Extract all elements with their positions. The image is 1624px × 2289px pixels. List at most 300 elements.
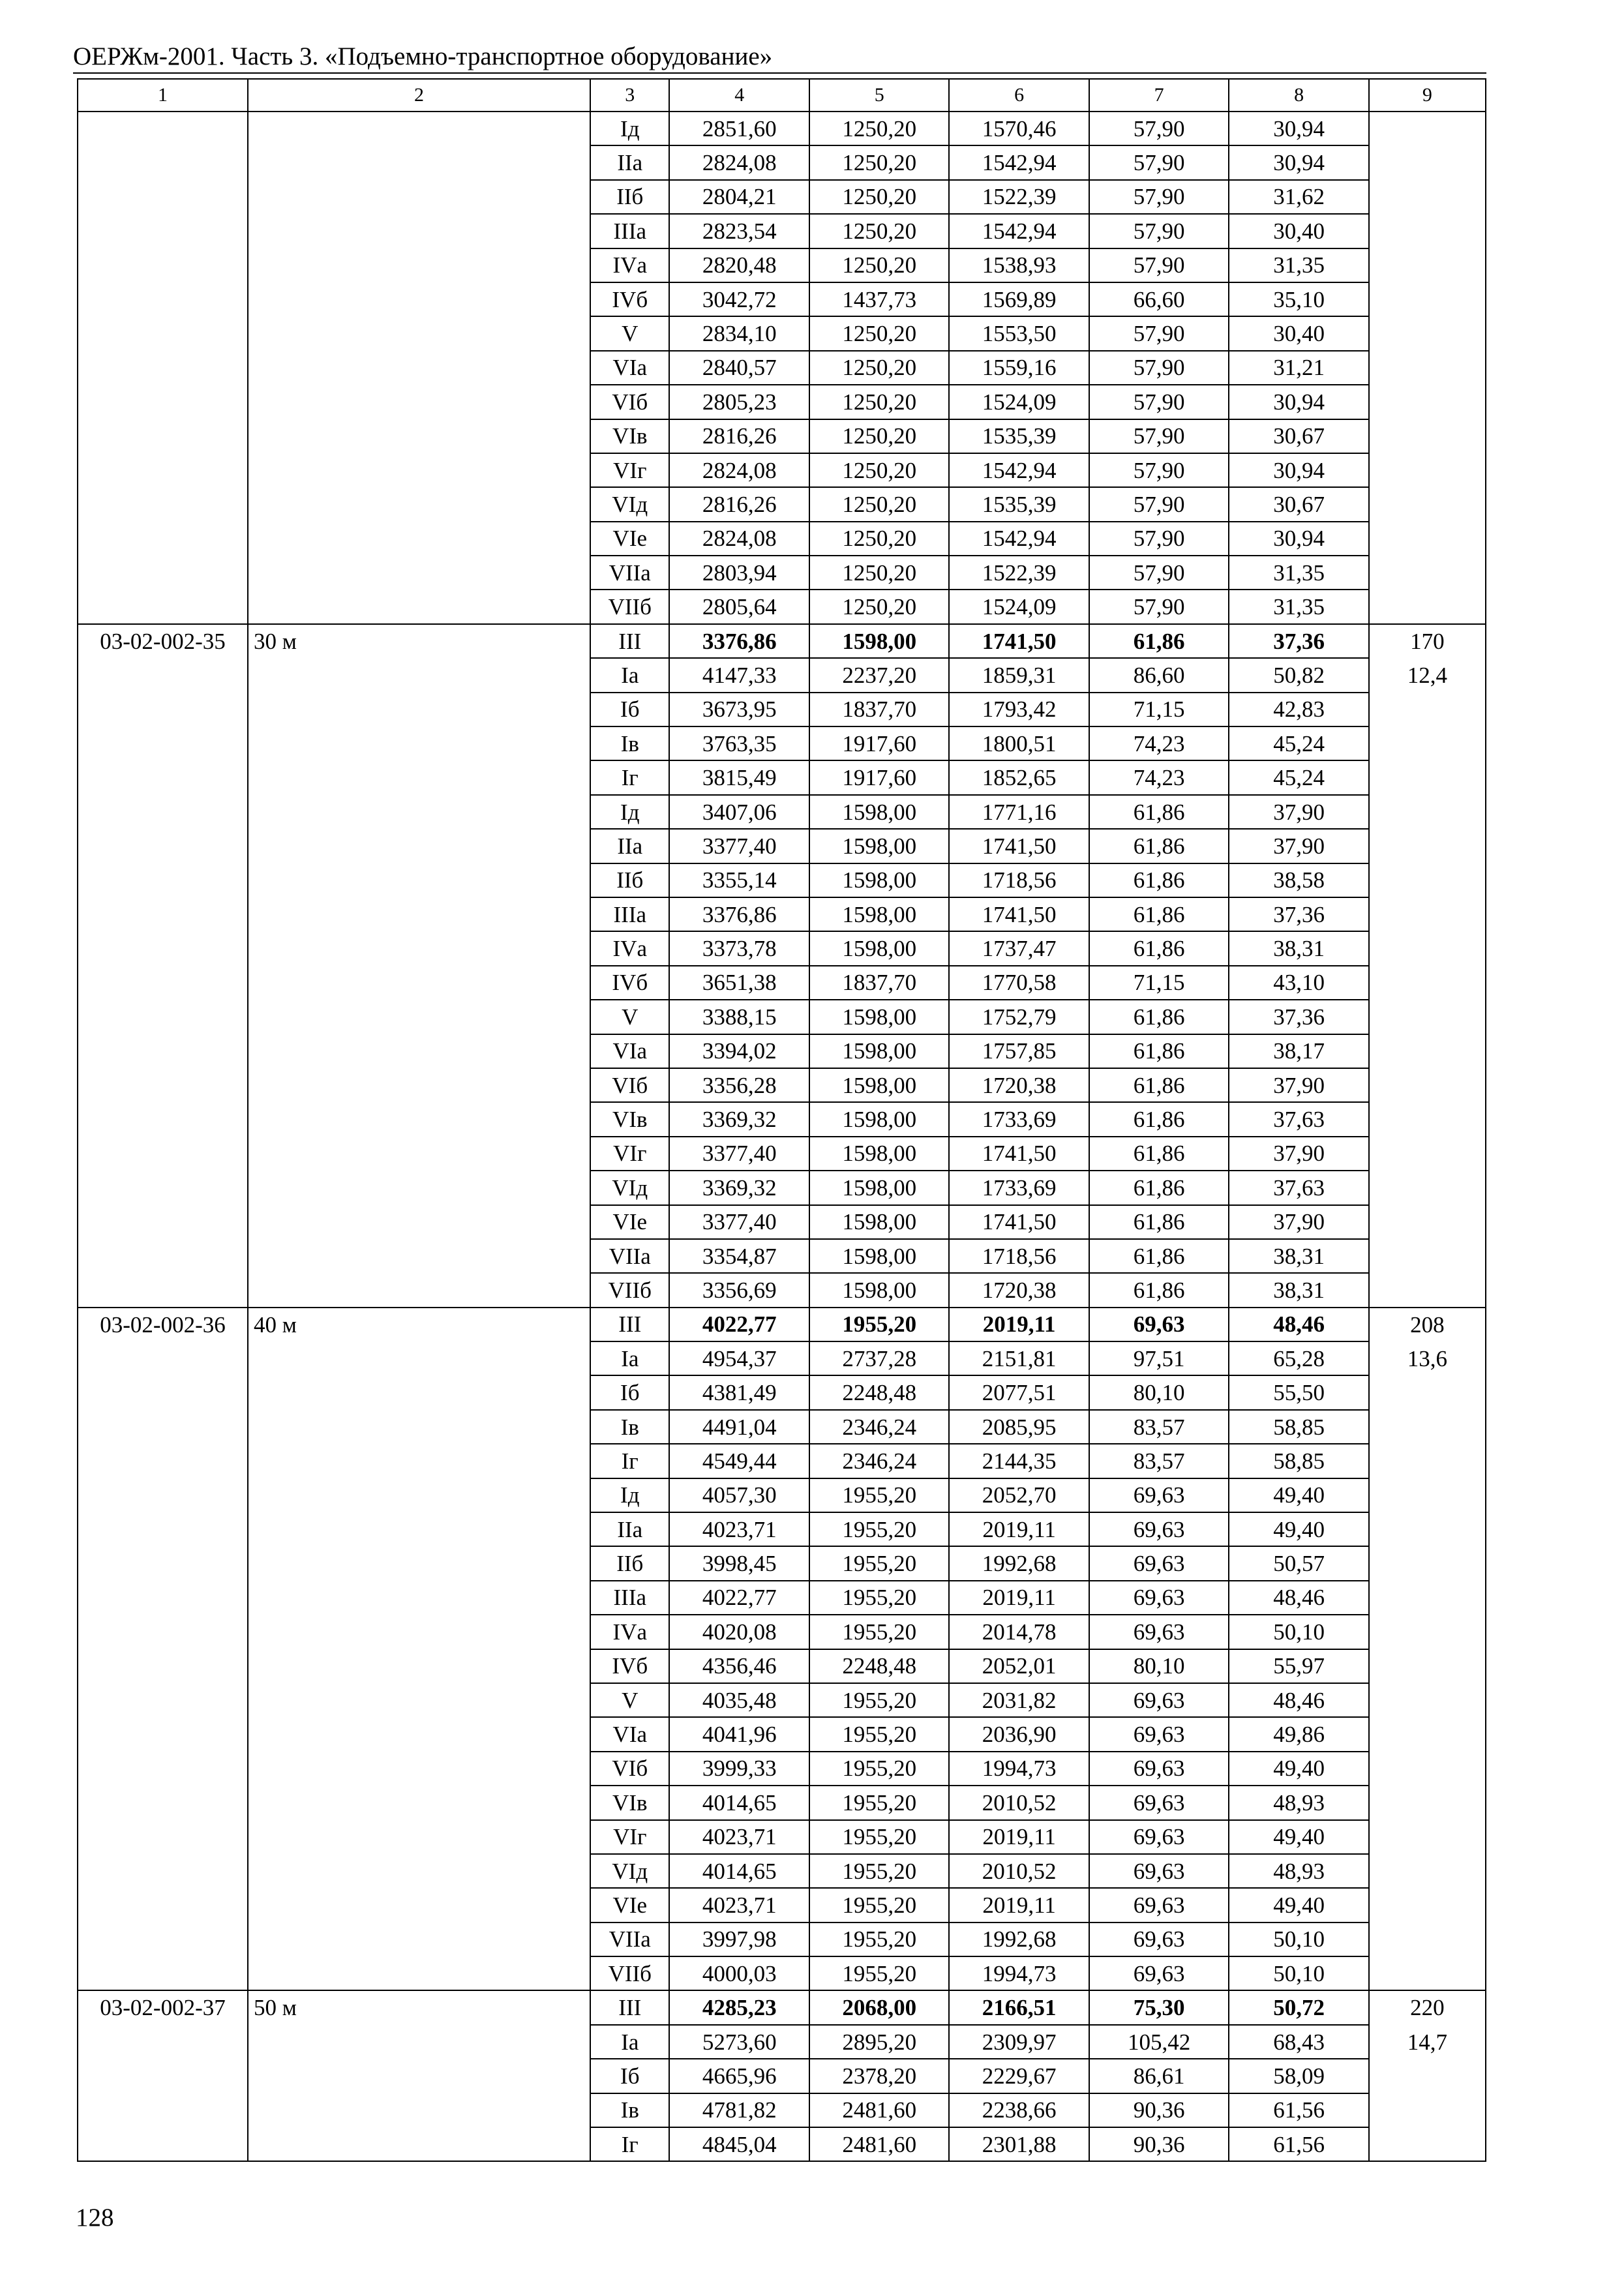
zone-cell: Iг bbox=[590, 1444, 669, 1478]
value-cell: 90,36 bbox=[1089, 2093, 1229, 2127]
rate-name-cell: 50 м bbox=[248, 1990, 590, 2161]
value-cell: 4781,82 bbox=[669, 2093, 809, 2127]
zone-cell: Iа bbox=[590, 658, 669, 692]
value-cell: 2144,35 bbox=[949, 1444, 1089, 1478]
zone-cell: IIа bbox=[590, 1512, 669, 1546]
value-cell: 4041,96 bbox=[669, 1717, 809, 1751]
value-cell: 4549,44 bbox=[669, 1444, 809, 1478]
value-cell: 1542,94 bbox=[949, 214, 1089, 248]
value-cell: 61,86 bbox=[1089, 931, 1229, 965]
value-cell: 97,51 bbox=[1089, 1341, 1229, 1375]
value-cell: 37,90 bbox=[1229, 829, 1368, 863]
value-cell: 2309,97 bbox=[949, 2025, 1089, 2059]
value-cell: 2019,11 bbox=[949, 1888, 1089, 1922]
zone-cell: IVб bbox=[590, 966, 669, 1000]
value-cell: 1598,00 bbox=[809, 829, 949, 863]
value-cell: 71,15 bbox=[1089, 966, 1229, 1000]
value-cell: 1559,16 bbox=[949, 351, 1089, 385]
value-cell: 4035,48 bbox=[669, 1683, 809, 1717]
zone-cell: IIIа bbox=[590, 1581, 669, 1615]
value-cell: 4057,30 bbox=[669, 1478, 809, 1512]
value-cell: 1955,20 bbox=[809, 1854, 949, 1888]
value-cell: 57,90 bbox=[1089, 214, 1229, 248]
value-cell: 30,94 bbox=[1229, 112, 1368, 145]
value-cell: 1569,89 bbox=[949, 282, 1089, 316]
value-cell: 1598,00 bbox=[809, 1205, 949, 1239]
value-cell: 75,30 bbox=[1089, 1990, 1229, 2024]
value-cell: 37,90 bbox=[1229, 795, 1368, 829]
value-cell: 61,86 bbox=[1089, 1137, 1229, 1171]
value-cell: 69,63 bbox=[1089, 1854, 1229, 1888]
value-cell: 2816,26 bbox=[669, 487, 809, 521]
value-cell: 30,94 bbox=[1229, 522, 1368, 556]
value-cell: 2166,51 bbox=[949, 1990, 1089, 2024]
zone-cell: Iв bbox=[590, 726, 669, 760]
value-cell: 30,94 bbox=[1229, 453, 1368, 487]
value-cell: 1524,09 bbox=[949, 385, 1089, 419]
value-cell: 1741,50 bbox=[949, 1205, 1089, 1239]
value-cell: 2248,48 bbox=[809, 1649, 949, 1683]
value-cell: 1598,00 bbox=[809, 624, 949, 658]
value-cell: 1955,20 bbox=[809, 1922, 949, 1956]
value-cell: 1992,68 bbox=[949, 1546, 1089, 1580]
value-cell: 1793,42 bbox=[949, 693, 1089, 726]
extra-value: 170 bbox=[1410, 628, 1445, 654]
value-cell: 2824,08 bbox=[669, 453, 809, 487]
zone-cell: VIб bbox=[590, 1068, 669, 1102]
zone-cell: Iб bbox=[590, 693, 669, 726]
value-cell: 30,40 bbox=[1229, 316, 1368, 350]
zone-cell: Iб bbox=[590, 1375, 669, 1409]
value-cell: 69,63 bbox=[1089, 1581, 1229, 1615]
value-cell: 1859,31 bbox=[949, 658, 1089, 692]
column-number: 6 bbox=[949, 79, 1089, 112]
extra-value: 13,6 bbox=[1407, 1346, 1448, 1372]
value-cell: 3369,32 bbox=[669, 1102, 809, 1136]
value-cell: 1598,00 bbox=[809, 1239, 949, 1273]
value-cell: 1852,65 bbox=[949, 760, 1089, 794]
value-cell: 1250,20 bbox=[809, 248, 949, 282]
value-cell: 49,40 bbox=[1229, 1478, 1368, 1512]
value-cell: 3394,02 bbox=[669, 1034, 809, 1068]
extra-value: 208 bbox=[1410, 1311, 1445, 1338]
value-cell: 2151,81 bbox=[949, 1341, 1089, 1375]
value-cell: 37,36 bbox=[1229, 1000, 1368, 1034]
value-cell: 1741,50 bbox=[949, 1137, 1089, 1171]
extra-cell bbox=[1369, 112, 1486, 624]
header-rule bbox=[73, 72, 1486, 74]
value-cell: 1955,20 bbox=[809, 1581, 949, 1615]
zone-cell: VIе bbox=[590, 1888, 669, 1922]
value-cell: 3355,14 bbox=[669, 863, 809, 897]
value-cell: 3377,40 bbox=[669, 829, 809, 863]
value-cell: 50,57 bbox=[1229, 1546, 1368, 1580]
value-cell: 3354,87 bbox=[669, 1239, 809, 1273]
value-cell: 2229,67 bbox=[949, 2059, 1089, 2093]
value-cell: 2019,11 bbox=[949, 1512, 1089, 1546]
column-number: 4 bbox=[669, 79, 809, 112]
value-cell: 4020,08 bbox=[669, 1615, 809, 1649]
value-cell: 1992,68 bbox=[949, 1922, 1089, 1956]
value-cell: 2238,66 bbox=[949, 2093, 1089, 2127]
value-cell: 1250,20 bbox=[809, 214, 949, 248]
value-cell: 1598,00 bbox=[809, 897, 949, 931]
zone-cell: VIе bbox=[590, 1205, 669, 1239]
value-cell: 69,63 bbox=[1089, 1786, 1229, 1819]
table-row bbox=[78, 1990, 1486, 2024]
value-cell: 3997,98 bbox=[669, 1922, 809, 1956]
value-cell: 38,17 bbox=[1229, 1034, 1368, 1068]
value-cell: 2737,28 bbox=[809, 1341, 949, 1375]
value-cell: 69,63 bbox=[1089, 1478, 1229, 1512]
value-cell: 1741,50 bbox=[949, 829, 1089, 863]
value-cell: 1598,00 bbox=[809, 795, 949, 829]
value-cell: 2085,95 bbox=[949, 1410, 1089, 1444]
value-cell: 2824,08 bbox=[669, 522, 809, 556]
value-cell: 1538,93 bbox=[949, 248, 1089, 282]
value-cell: 30,94 bbox=[1229, 385, 1368, 419]
value-cell: 30,40 bbox=[1229, 214, 1368, 248]
zone-cell: Iг bbox=[590, 2127, 669, 2161]
value-cell: 1250,20 bbox=[809, 419, 949, 453]
value-cell: 1250,20 bbox=[809, 487, 949, 521]
value-cell: 69,63 bbox=[1089, 1922, 1229, 1956]
extra-cell bbox=[1369, 1990, 1486, 2161]
column-number: 9 bbox=[1369, 79, 1486, 112]
value-cell: 49,40 bbox=[1229, 1888, 1368, 1922]
zone-cell: VIIа bbox=[590, 1239, 669, 1273]
rate-code-cell: 03-02-002-35 bbox=[78, 624, 248, 1308]
value-cell: 2019,11 bbox=[949, 1820, 1089, 1854]
value-cell: 4014,65 bbox=[669, 1786, 809, 1819]
value-cell: 1955,20 bbox=[809, 1956, 949, 1990]
value-cell: 69,63 bbox=[1089, 1888, 1229, 1922]
value-cell: 38,31 bbox=[1229, 1239, 1368, 1273]
value-cell: 4023,71 bbox=[669, 1888, 809, 1922]
page-header: ОЕРЖм-2001. Часть 3. «Подъемно-транспортное оборудование» bbox=[73, 42, 773, 70]
value-cell: 3356,28 bbox=[669, 1068, 809, 1102]
value-cell: 57,90 bbox=[1089, 522, 1229, 556]
zone-cell: III bbox=[590, 1990, 669, 2024]
value-cell: 1535,39 bbox=[949, 419, 1089, 453]
value-cell: 1250,20 bbox=[809, 590, 949, 623]
value-cell: 1250,20 bbox=[809, 522, 949, 556]
table-body bbox=[78, 79, 1486, 2161]
value-cell: 74,23 bbox=[1089, 726, 1229, 760]
value-cell: 30,67 bbox=[1229, 487, 1368, 521]
value-cell: 1598,00 bbox=[809, 1171, 949, 1204]
value-cell: 3763,35 bbox=[669, 726, 809, 760]
value-cell: 4491,04 bbox=[669, 1410, 809, 1444]
value-cell: 86,60 bbox=[1089, 658, 1229, 692]
zone-cell: III bbox=[590, 1308, 669, 1341]
value-cell: 2019,11 bbox=[949, 1308, 1089, 1341]
column-number: 8 bbox=[1229, 79, 1368, 112]
value-cell: 2019,11 bbox=[949, 1581, 1089, 1615]
value-cell: 30,67 bbox=[1229, 419, 1368, 453]
value-cell: 1542,94 bbox=[949, 522, 1089, 556]
value-cell: 31,35 bbox=[1229, 590, 1368, 623]
zone-cell: VIг bbox=[590, 453, 669, 487]
value-cell: 1955,20 bbox=[809, 1308, 949, 1341]
value-cell: 61,86 bbox=[1089, 1102, 1229, 1136]
extra-value: 14,7 bbox=[1407, 2029, 1448, 2055]
zone-cell: Iб bbox=[590, 2059, 669, 2093]
value-cell: 1837,70 bbox=[809, 966, 949, 1000]
value-cell: 1752,79 bbox=[949, 1000, 1089, 1034]
value-cell: 1542,94 bbox=[949, 145, 1089, 179]
value-cell: 69,63 bbox=[1089, 1615, 1229, 1649]
value-cell: 1598,00 bbox=[809, 1068, 949, 1102]
value-cell: 61,86 bbox=[1089, 1068, 1229, 1102]
value-cell: 69,63 bbox=[1089, 1683, 1229, 1717]
value-cell: 4022,77 bbox=[669, 1308, 809, 1341]
zone-cell: Iа bbox=[590, 2025, 669, 2059]
value-cell: 1598,00 bbox=[809, 931, 949, 965]
value-cell: 1741,50 bbox=[949, 897, 1089, 931]
zone-cell: VIIа bbox=[590, 556, 669, 590]
zone-cell: IVа bbox=[590, 248, 669, 282]
value-cell: 2816,26 bbox=[669, 419, 809, 453]
value-cell: 61,86 bbox=[1089, 829, 1229, 863]
value-cell: 3356,69 bbox=[669, 1273, 809, 1307]
value-cell: 37,90 bbox=[1229, 1068, 1368, 1102]
value-cell: 69,63 bbox=[1089, 1546, 1229, 1580]
table-row bbox=[78, 112, 1486, 145]
value-cell: 4381,49 bbox=[669, 1375, 809, 1409]
value-cell: 2823,54 bbox=[669, 214, 809, 248]
value-cell: 43,10 bbox=[1229, 966, 1368, 1000]
value-cell: 2052,70 bbox=[949, 1478, 1089, 1512]
value-cell: 66,60 bbox=[1089, 282, 1229, 316]
value-cell: 1800,51 bbox=[949, 726, 1089, 760]
value-cell: 1437,73 bbox=[809, 282, 949, 316]
value-cell: 1955,20 bbox=[809, 1546, 949, 1580]
table-row bbox=[78, 1308, 1486, 1341]
value-cell: 38,31 bbox=[1229, 931, 1368, 965]
column-number: 3 bbox=[590, 79, 669, 112]
value-cell: 4665,96 bbox=[669, 2059, 809, 2093]
zone-cell: VIб bbox=[590, 385, 669, 419]
value-cell: 57,90 bbox=[1089, 385, 1229, 419]
value-cell: 50,10 bbox=[1229, 1956, 1368, 1990]
rate-code-cell: 03-02-002-37 bbox=[78, 1990, 248, 2161]
value-cell: 31,35 bbox=[1229, 556, 1368, 590]
value-cell: 69,63 bbox=[1089, 1956, 1229, 1990]
zone-cell: VIа bbox=[590, 351, 669, 385]
value-cell: 1598,00 bbox=[809, 1000, 949, 1034]
zone-cell: V bbox=[590, 316, 669, 350]
value-cell: 3651,38 bbox=[669, 966, 809, 1000]
value-cell: 1524,09 bbox=[949, 590, 1089, 623]
table-row bbox=[78, 624, 1486, 658]
zone-cell: IVб bbox=[590, 282, 669, 316]
value-cell: 74,23 bbox=[1089, 760, 1229, 794]
value-cell: 1955,20 bbox=[809, 1752, 949, 1786]
value-cell: 1598,00 bbox=[809, 1102, 949, 1136]
value-cell: 2804,21 bbox=[669, 180, 809, 214]
value-cell: 2052,01 bbox=[949, 1649, 1089, 1683]
zone-cell: VIд bbox=[590, 1171, 669, 1204]
rate-name-cell bbox=[248, 112, 590, 624]
value-cell: 2036,90 bbox=[949, 1717, 1089, 1751]
value-cell: 61,86 bbox=[1089, 1171, 1229, 1204]
value-cell: 4000,03 bbox=[669, 1956, 809, 1990]
value-cell: 61,86 bbox=[1089, 1205, 1229, 1239]
value-cell: 49,40 bbox=[1229, 1752, 1368, 1786]
value-cell: 61,86 bbox=[1089, 795, 1229, 829]
value-cell: 1570,46 bbox=[949, 112, 1089, 145]
value-cell: 37,36 bbox=[1229, 624, 1368, 658]
value-cell: 3369,32 bbox=[669, 1171, 809, 1204]
value-cell: 50,10 bbox=[1229, 1922, 1368, 1956]
value-cell: 61,56 bbox=[1229, 2093, 1368, 2127]
value-cell: 1917,60 bbox=[809, 726, 949, 760]
value-cell: 49,86 bbox=[1229, 1717, 1368, 1751]
value-cell: 1250,20 bbox=[809, 180, 949, 214]
value-cell: 1718,56 bbox=[949, 863, 1089, 897]
value-cell: 5273,60 bbox=[669, 2025, 809, 2059]
zone-cell: Iг bbox=[590, 760, 669, 794]
value-cell: 2010,52 bbox=[949, 1854, 1089, 1888]
value-cell: 2481,60 bbox=[809, 2093, 949, 2127]
value-cell: 35,10 bbox=[1229, 282, 1368, 316]
value-cell: 2805,64 bbox=[669, 590, 809, 623]
value-cell: 1917,60 bbox=[809, 760, 949, 794]
value-cell: 1741,50 bbox=[949, 624, 1089, 658]
value-cell: 4022,77 bbox=[669, 1581, 809, 1615]
page-number: 128 bbox=[76, 2204, 114, 2232]
value-cell: 1733,69 bbox=[949, 1171, 1089, 1204]
rate-name-cell: 30 м bbox=[248, 624, 590, 1308]
column-number: 7 bbox=[1089, 79, 1229, 112]
value-cell: 3042,72 bbox=[669, 282, 809, 316]
value-cell: 48,93 bbox=[1229, 1854, 1368, 1888]
value-cell: 1250,20 bbox=[809, 112, 949, 145]
zone-cell: VIг bbox=[590, 1137, 669, 1171]
value-cell: 2010,52 bbox=[949, 1786, 1089, 1819]
zone-cell: IVа bbox=[590, 1615, 669, 1649]
zone-cell: Iд bbox=[590, 795, 669, 829]
value-cell: 48,46 bbox=[1229, 1308, 1368, 1341]
zone-cell: IIа bbox=[590, 145, 669, 179]
value-cell: 1250,20 bbox=[809, 351, 949, 385]
zone-cell: VIд bbox=[590, 487, 669, 521]
value-cell: 1955,20 bbox=[809, 1683, 949, 1717]
value-cell: 1955,20 bbox=[809, 1786, 949, 1819]
value-cell: 2077,51 bbox=[949, 1375, 1089, 1409]
value-cell: 1250,20 bbox=[809, 316, 949, 350]
zone-cell: IIа bbox=[590, 829, 669, 863]
value-cell: 57,90 bbox=[1089, 112, 1229, 145]
value-cell: 2805,23 bbox=[669, 385, 809, 419]
value-cell: 61,86 bbox=[1089, 1273, 1229, 1307]
value-cell: 1250,20 bbox=[809, 145, 949, 179]
value-cell: 45,24 bbox=[1229, 726, 1368, 760]
value-cell: 1994,73 bbox=[949, 1752, 1089, 1786]
value-cell: 1598,00 bbox=[809, 1137, 949, 1171]
value-cell: 69,63 bbox=[1089, 1752, 1229, 1786]
zone-cell: IIб bbox=[590, 1546, 669, 1580]
value-cell: 50,10 bbox=[1229, 1615, 1368, 1649]
value-cell: 69,63 bbox=[1089, 1717, 1229, 1751]
zone-cell: VIг bbox=[590, 1820, 669, 1854]
value-cell: 1770,58 bbox=[949, 966, 1089, 1000]
value-cell: 2346,24 bbox=[809, 1444, 949, 1478]
zone-cell: IIб bbox=[590, 863, 669, 897]
value-cell: 4954,37 bbox=[669, 1341, 809, 1375]
rate-name-cell: 40 м bbox=[248, 1308, 590, 1991]
value-cell: 80,10 bbox=[1089, 1649, 1229, 1683]
value-cell: 3377,40 bbox=[669, 1205, 809, 1239]
value-cell: 1955,20 bbox=[809, 1478, 949, 1512]
value-cell: 4023,71 bbox=[669, 1820, 809, 1854]
value-cell: 3407,06 bbox=[669, 795, 809, 829]
column-number: 5 bbox=[809, 79, 949, 112]
value-cell: 57,90 bbox=[1089, 145, 1229, 179]
value-cell: 3373,78 bbox=[669, 931, 809, 965]
zone-cell: VIд bbox=[590, 1854, 669, 1888]
value-cell: 1955,20 bbox=[809, 1512, 949, 1546]
value-cell: 3998,45 bbox=[669, 1546, 809, 1580]
zone-cell: VIIб bbox=[590, 1956, 669, 1990]
value-cell: 61,86 bbox=[1089, 1000, 1229, 1034]
value-cell: 69,63 bbox=[1089, 1820, 1229, 1854]
value-cell: 86,61 bbox=[1089, 2059, 1229, 2093]
value-cell: 69,63 bbox=[1089, 1512, 1229, 1546]
value-cell: 1720,38 bbox=[949, 1068, 1089, 1102]
column-number-row bbox=[78, 79, 1486, 112]
zone-cell: VIв bbox=[590, 419, 669, 453]
value-cell: 55,97 bbox=[1229, 1649, 1368, 1683]
value-cell: 2481,60 bbox=[809, 2127, 949, 2161]
value-cell: 4014,65 bbox=[669, 1854, 809, 1888]
zone-cell: VIа bbox=[590, 1034, 669, 1068]
value-cell: 30,94 bbox=[1229, 145, 1368, 179]
zone-cell: IIIа bbox=[590, 897, 669, 931]
value-cell: 3388,15 bbox=[669, 1000, 809, 1034]
value-cell: 57,90 bbox=[1089, 419, 1229, 453]
zone-cell: VIIб bbox=[590, 1273, 669, 1307]
value-cell: 61,86 bbox=[1089, 1239, 1229, 1273]
zone-cell: VIа bbox=[590, 1717, 669, 1751]
value-cell: 1994,73 bbox=[949, 1956, 1089, 1990]
value-cell: 2851,60 bbox=[669, 112, 809, 145]
value-cell: 42,83 bbox=[1229, 693, 1368, 726]
value-cell: 71,15 bbox=[1089, 693, 1229, 726]
value-cell: 1737,47 bbox=[949, 931, 1089, 965]
value-cell: 3376,86 bbox=[669, 897, 809, 931]
value-cell: 1720,38 bbox=[949, 1273, 1089, 1307]
value-cell: 58,85 bbox=[1229, 1444, 1368, 1478]
zone-cell: V bbox=[590, 1683, 669, 1717]
value-cell: 48,46 bbox=[1229, 1683, 1368, 1717]
zone-cell: III bbox=[590, 624, 669, 658]
value-cell: 37,36 bbox=[1229, 897, 1368, 931]
value-cell: 2834,10 bbox=[669, 316, 809, 350]
value-cell: 65,28 bbox=[1229, 1341, 1368, 1375]
value-cell: 2378,20 bbox=[809, 2059, 949, 2093]
extra-value: 12,4 bbox=[1407, 663, 1448, 689]
value-cell: 105,42 bbox=[1089, 2025, 1229, 2059]
column-number: 1 bbox=[78, 79, 248, 112]
value-cell: 2014,78 bbox=[949, 1615, 1089, 1649]
value-cell: 57,90 bbox=[1089, 316, 1229, 350]
value-cell: 1955,20 bbox=[809, 1615, 949, 1649]
value-cell: 1250,20 bbox=[809, 453, 949, 487]
value-cell: 1955,20 bbox=[809, 1888, 949, 1922]
value-cell: 1598,00 bbox=[809, 1273, 949, 1307]
